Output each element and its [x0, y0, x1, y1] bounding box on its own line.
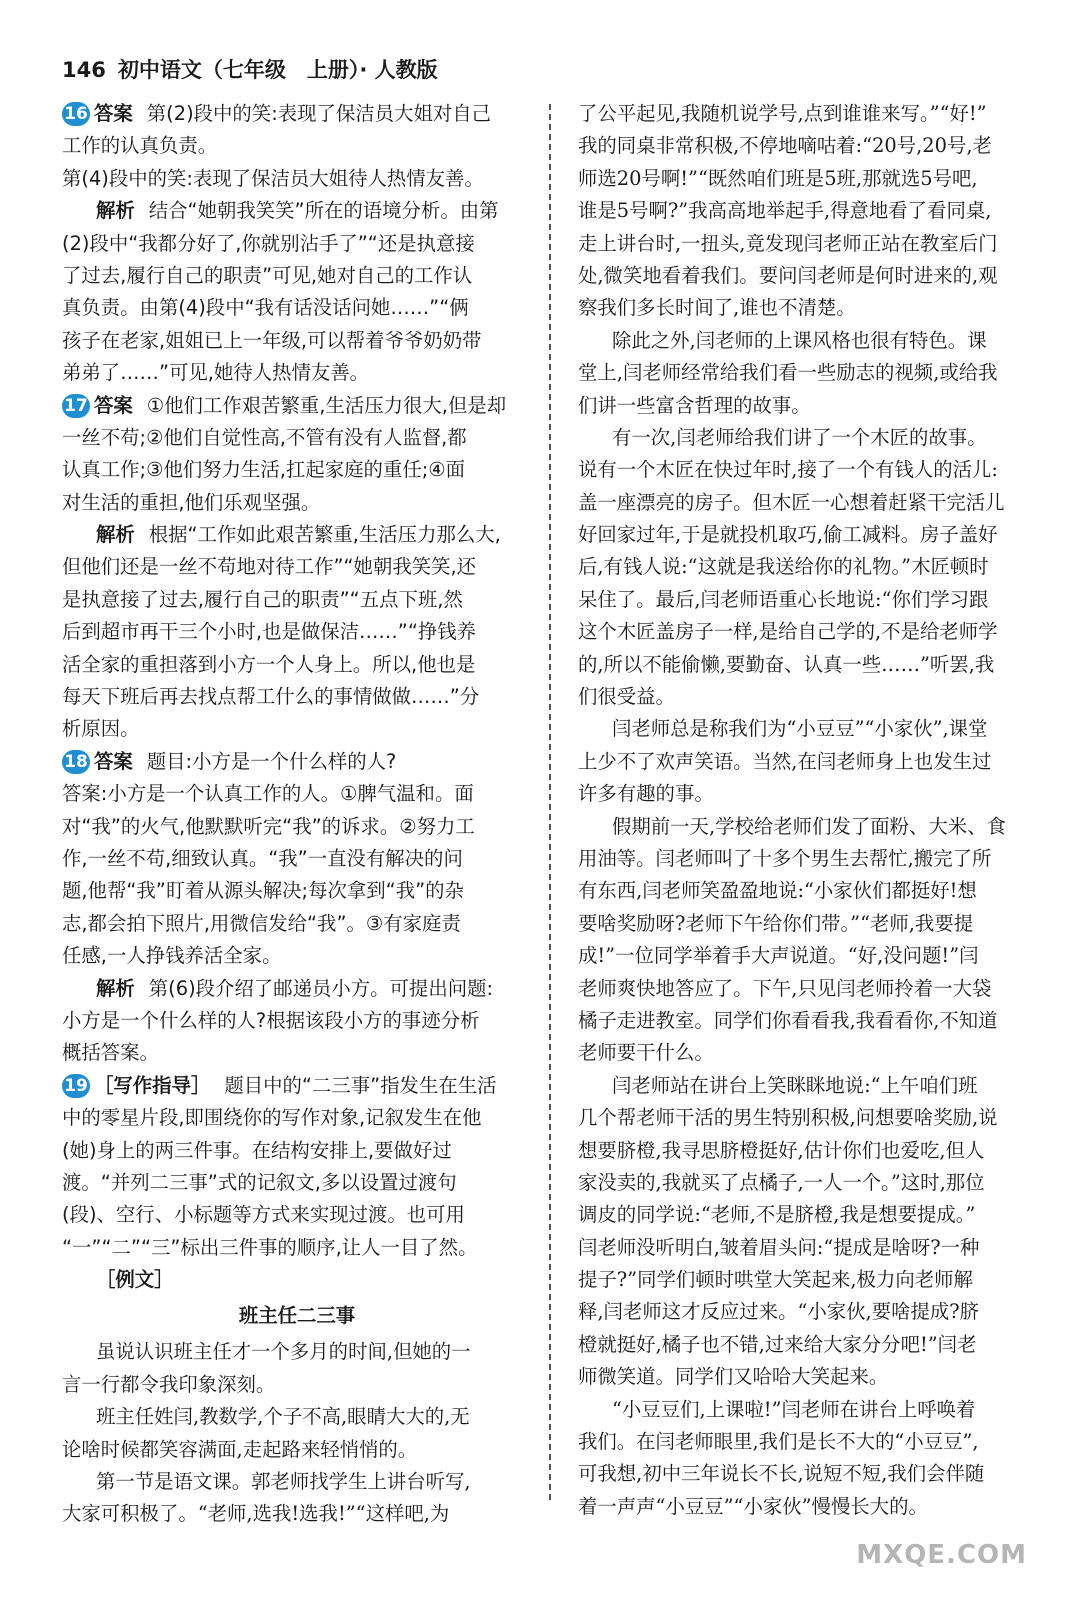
text-line	[578, 195, 1030, 227]
answer-tag: ［写作指导］	[94, 1073, 211, 1097]
line-text: 但他们还是一丝不苟地对待工作”“她朝我笑笑,还	[62, 555, 477, 579]
text-line	[62, 908, 532, 940]
line-text: 老师爽快地答应了。下午,只见闫老师拎着一大袋	[578, 976, 992, 1000]
text-line	[62, 1434, 532, 1466]
text-line	[578, 1361, 1030, 1393]
line-text: 这个木匠盖房子一样,是给自己学的,不是给老师学	[578, 620, 998, 644]
text-line	[62, 357, 532, 389]
text-line	[578, 325, 1030, 357]
text-line	[62, 519, 532, 551]
analysis-tag: 解析	[96, 523, 135, 547]
line-text: 言一行都令我印象深刻。	[62, 1372, 276, 1396]
text-line	[62, 325, 532, 357]
line-text: 后,有钱人说:“这就是我送给你的礼物。”木匠顿时	[578, 555, 989, 579]
line-text: 闫老师没听明白,皱着眉头问:“提成是啥呀?一种	[578, 1235, 980, 1259]
text-line	[578, 228, 1030, 260]
text-line	[578, 908, 1030, 940]
question-number-badge: 17	[62, 394, 90, 418]
text-line	[578, 454, 1030, 486]
line-text: 作,一丝不苟,细致认真。“我”一直没有解决的问	[62, 846, 463, 870]
text-line	[62, 746, 532, 778]
text-line	[578, 616, 1030, 648]
page-header	[62, 54, 438, 84]
line-text: 我们。在闫老师眼里,我们是长不大的“小豆豆”,	[578, 1430, 979, 1454]
text-line	[62, 195, 532, 227]
line-text: (段)、空行、小标题等方式来实现过渡。也可用	[62, 1203, 465, 1227]
line-text: 小方是一个什么样的人?根据该段小方的事迹分析	[62, 1008, 480, 1032]
text-line	[62, 1005, 532, 1037]
line-text: 察我们多长时间了,谁也不清楚。	[578, 296, 856, 320]
line-text: 的,所以不能偷懒,要勤奋、认真一些……”听罢,我	[578, 652, 995, 676]
right-column	[578, 98, 1030, 1523]
line-text: 上少不了欢声笑语。当然,在闫老师身上也发生过	[578, 749, 992, 773]
line-text: 堂上,闫老师经常给我们看一些励志的视频,或给我	[578, 361, 998, 385]
example-tag: ［例文］	[96, 1268, 174, 1292]
essay-title: 班主任二三事	[238, 1304, 356, 1328]
text-line	[578, 1005, 1030, 1037]
line-text: 橙就挺好,橘子也不错,过来给大家分分吧!”闫老	[578, 1332, 977, 1356]
text-line	[62, 1466, 532, 1498]
question-number-badge: 19	[62, 1074, 90, 1098]
text-line	[578, 1167, 1030, 1199]
answer-tag: 答案	[94, 102, 133, 125]
question-number-badge: 16	[62, 102, 90, 126]
text-line	[578, 811, 1030, 843]
line-text: 真负责。由第(4)段中“我有话没话问她……”“俩	[62, 296, 469, 320]
text-line	[62, 1336, 532, 1368]
line-text: 渡。“并列二三事”式的记叙文,多以设置过渡句	[62, 1170, 457, 1194]
text-line	[578, 1070, 1030, 1102]
line-text: 假期前一天,学校给老师们发了面粉、大米、食	[612, 814, 1006, 838]
line-text: 第(2)段中的笑:表现了保洁员大姐对自己	[146, 102, 492, 125]
text-line	[578, 649, 1030, 681]
text-line	[578, 1296, 1030, 1328]
line-text: 活全家的重担落到小方一个人身上。所以,他也是	[62, 652, 476, 676]
line-text: 虽说认识班主任才一个多月的时间,但她的一	[96, 1340, 471, 1364]
text-line	[578, 130, 1030, 162]
text-line	[62, 1037, 532, 1069]
line-text: ①他们工作艰苦繁重,生活压力很大,但是却	[146, 393, 507, 417]
text-line	[62, 1264, 532, 1296]
text-line	[578, 1458, 1030, 1490]
text-line	[578, 1264, 1030, 1296]
line-text: 第(6)段介绍了邮递员小方。可提出问题:	[148, 976, 494, 1000]
text-line	[62, 1401, 532, 1433]
line-text: “小豆豆们,上课啦!”闫老师在讲台上呼唤着	[612, 1397, 976, 1421]
line-text: 了公平起见,我随机说学号,点到谁谁来写。”“好!”	[578, 102, 987, 125]
text-line	[578, 973, 1030, 1005]
text-line	[62, 1296, 532, 1336]
text-line	[62, 1135, 532, 1167]
analysis-tag: 解析	[96, 976, 135, 1000]
text-line	[62, 1369, 532, 1401]
text-line	[62, 843, 532, 875]
text-line	[578, 292, 1030, 324]
text-line	[578, 584, 1030, 616]
line-text: 答案:小方是一个认真工作的人。①脾气温和。面	[62, 782, 474, 806]
text-line	[578, 843, 1030, 875]
text-line	[62, 551, 532, 583]
line-text: 着一声声“小豆豆”“小家伙”慢慢长大的。	[578, 1494, 928, 1518]
line-text: 师微笑道。同学们又哈哈大笑起来。	[578, 1365, 889, 1389]
text-line	[578, 1199, 1030, 1231]
line-text: 任感,一人挣钱养活全家。	[62, 944, 282, 968]
line-text: 释,闫老师这才反应过来。“小家伙,要啥提成?脐	[578, 1300, 980, 1324]
line-text: 呆住了。最后,闫老师语重心长地说:“你们学习跟	[578, 587, 989, 611]
line-text: 可我想,初中三年说长不长,说短不短,我们会伴随	[578, 1462, 985, 1486]
line-text: (2)段中“我都分好了,你就别沾手了”“还是执意接	[62, 231, 475, 255]
text-line	[578, 551, 1030, 583]
line-text: 除此之外,闫老师的上课风格也很有特色。课	[612, 328, 987, 352]
line-text: 家没卖的,我就买了点橘子,一人一个。”这时,那位	[578, 1170, 985, 1194]
line-text: 说有一个木匠在快过年时,接了一个有钱人的活儿:	[578, 458, 998, 482]
text-line	[578, 1329, 1030, 1361]
text-line	[578, 519, 1030, 551]
text-line	[62, 163, 532, 195]
text-line	[62, 260, 532, 292]
line-text: 对“我”的火气,他默默听完“我”的诉求。②努力工	[62, 814, 475, 838]
line-text: 认真工作;③他们努力生活,扛起家庭的重任;④面	[62, 458, 466, 482]
text-line	[62, 649, 532, 681]
text-line	[62, 292, 532, 324]
text-line	[578, 1426, 1030, 1458]
line-text: 工作的认真负责。	[62, 134, 218, 158]
text-line	[62, 616, 532, 648]
text-line	[62, 1102, 532, 1134]
text-line	[62, 811, 532, 843]
line-text: 概括答案。	[62, 1041, 159, 1065]
line-text: 论啥时候都笑容满面,走起路来轻悄悄的。	[62, 1437, 418, 1461]
line-text: 根据“工作如此艰苦繁重,生活压力那么大,	[148, 523, 501, 547]
book-title: 初中语文（七年级 上册）· 人教版	[117, 58, 438, 82]
line-text: 是执意接了过去,履行自己的职责”“五点下班,然	[62, 587, 463, 611]
text-line	[578, 1135, 1030, 1167]
line-text: 们讲一些富含哲理的故事。	[578, 393, 811, 417]
line-text: 闫老师总是称我们为“小豆豆”“小家伙”,课堂	[612, 717, 988, 741]
text-line	[578, 260, 1030, 292]
line-text: 闫老师站在讲台上笑眯眯地说:“上午咱们班	[612, 1073, 978, 1097]
line-text: 要啥奖励呀?老师下午给你们带。”“老师,我要提	[578, 911, 974, 935]
text-line	[578, 1037, 1030, 1069]
column-divider	[549, 104, 551, 1500]
text-line	[578, 746, 1030, 778]
text-line	[62, 1167, 532, 1199]
text-line	[62, 1498, 532, 1530]
page-number: 146	[62, 58, 106, 82]
text-line	[578, 390, 1030, 422]
line-text: 们很受益。	[578, 685, 675, 709]
line-text: 调皮的同学说:“老师,不是脐橙,我是想要提成。”	[578, 1203, 976, 1227]
text-line	[62, 681, 532, 713]
line-text: 有东西,闫老师笑盈盈地说:“小家伙们都挺好!想	[578, 879, 977, 903]
line-text: 有一次,闫老师给我们讲了一个木匠的故事。	[612, 425, 987, 449]
text-line	[62, 778, 532, 810]
text-line	[62, 487, 532, 519]
text-line	[62, 422, 532, 454]
text-line	[62, 940, 532, 972]
text-line	[62, 584, 532, 616]
text-line	[578, 713, 1030, 745]
line-text: 想要脐橙,我寻思脐橙挺好,估计你们也爱吃,但人	[578, 1138, 985, 1162]
text-line	[578, 1394, 1030, 1426]
line-text: 大家可积极了。“老师,选我!选我!”“这样吧,为	[62, 1502, 450, 1526]
line-text: 盖一座漂亮的房子。但木匠一心想着赶紧干完活儿	[578, 490, 1005, 514]
line-text: 每天下班后再去找点帮工什么的事情做做……”分	[62, 685, 480, 709]
text-line	[62, 1070, 532, 1102]
line-text: 用油等。闫老师叫了十多个男生去帮忙,搬完了所	[578, 846, 992, 870]
watermark: MXQE.COM	[856, 1540, 1027, 1570]
line-text: 谁是5号啊?”我高高地举起手,得意地看了看同桌,	[578, 199, 992, 223]
line-text: 几个帮老师干活的男生特别积极,问想要啥奖励,说	[578, 1106, 998, 1130]
analysis-tag: 解析	[96, 199, 135, 223]
line-text: 班主任姓闫,教数学,个子不高,眼睛大大的,无	[96, 1405, 470, 1429]
line-text: 孩子在老家,姐姐已上一年级,可以帮着爷爷奶奶带	[62, 328, 482, 352]
line-text: (她)身上的两三件事。在结构安排上,要做好过	[62, 1138, 452, 1162]
text-line	[578, 1491, 1030, 1523]
left-column	[62, 98, 532, 1531]
line-text: 第(4)段中的笑:表现了保洁员大姐待人热情友善。	[62, 166, 484, 190]
text-line	[578, 422, 1030, 454]
text-line	[62, 973, 532, 1005]
text-line	[62, 390, 532, 422]
answer-tag: 答案	[94, 393, 133, 417]
line-text: 对生活的重担,他们乐观坚强。	[62, 490, 321, 514]
line-text: 题目:小方是一个什么样的人?	[146, 749, 397, 773]
text-line	[578, 1102, 1030, 1134]
text-line	[62, 713, 532, 745]
text-line	[578, 681, 1030, 713]
line-text: 提子?”同学们顿时哄堂大笑起来,极力向老师解	[578, 1268, 973, 1292]
line-text: 师选20号啊!”“既然咱们班是5班,那就选5号吧,	[578, 166, 978, 190]
text-line	[62, 454, 532, 486]
line-text: 志,都会拍下照片,用微信发给“我”。③有家庭责	[62, 911, 461, 935]
text-line	[578, 357, 1030, 389]
line-text: 橘子走进教室。同学们你看看我,我看看你,不知道	[578, 1008, 998, 1032]
text-line	[62, 1199, 532, 1231]
line-text: 成!”一位同学举着手大声说道。“好,没问题!”闫	[578, 944, 979, 968]
line-text: 题目中的“二三事”指发生在生活	[224, 1073, 497, 1097]
line-text: 一丝不苟;②他们自觉性高,不管有没有人监督,都	[62, 425, 467, 449]
line-text: 析原因。	[62, 717, 140, 741]
line-text: 走上讲台时,一扭头,竟发现闫老师正站在教室后门	[578, 231, 998, 255]
text-line	[578, 487, 1030, 519]
question-number-badge: 18	[62, 750, 90, 774]
text-line	[62, 130, 532, 162]
text-line	[578, 98, 1030, 130]
line-text: 了过去,履行自己的职责”可见,她对自己的工作认	[62, 263, 473, 287]
text-line	[62, 1232, 532, 1264]
line-text: 后到超市再干三个小时,也是做保洁……”“挣钱养	[62, 620, 477, 644]
line-text: 题,他帮“我”盯着从源头解决;每次拿到“我”的杂	[62, 879, 464, 903]
text-line	[578, 778, 1030, 810]
text-line	[578, 875, 1030, 907]
text-line	[578, 163, 1030, 195]
text-line	[62, 98, 532, 130]
line-text: 中的零星片段,即围绕你的写作对象,记叙发生在他	[62, 1106, 482, 1130]
text-line	[578, 1232, 1030, 1264]
text-line	[62, 875, 532, 907]
line-text: 结合“她朝我笑笑”所在的语境分析。由第	[148, 199, 499, 223]
text-line	[578, 940, 1030, 972]
line-text: 许多有趣的事。	[578, 782, 714, 806]
line-text: 弟弟了……”可见,她待人热情友善。	[62, 361, 370, 385]
text-line	[62, 228, 532, 260]
line-text: 老师要干什么。	[578, 1041, 714, 1065]
line-text: 第一节是语文课。郭老师找学生上讲台听写,	[96, 1470, 471, 1494]
line-text: “一”“二”“三”标出三件事的顺序,让人一目了然。	[62, 1235, 478, 1259]
line-text: 好回家过年,于是就投机取巧,偷工减料。房子盖好	[578, 523, 998, 547]
answer-tag: 答案	[94, 749, 133, 773]
line-text: 处,微笑地看着我们。要问闫老师是何时进来的,观	[578, 263, 998, 287]
line-text: 我的同桌非常积极,不停地嘀咕着:“20号,20号,老	[578, 134, 992, 158]
